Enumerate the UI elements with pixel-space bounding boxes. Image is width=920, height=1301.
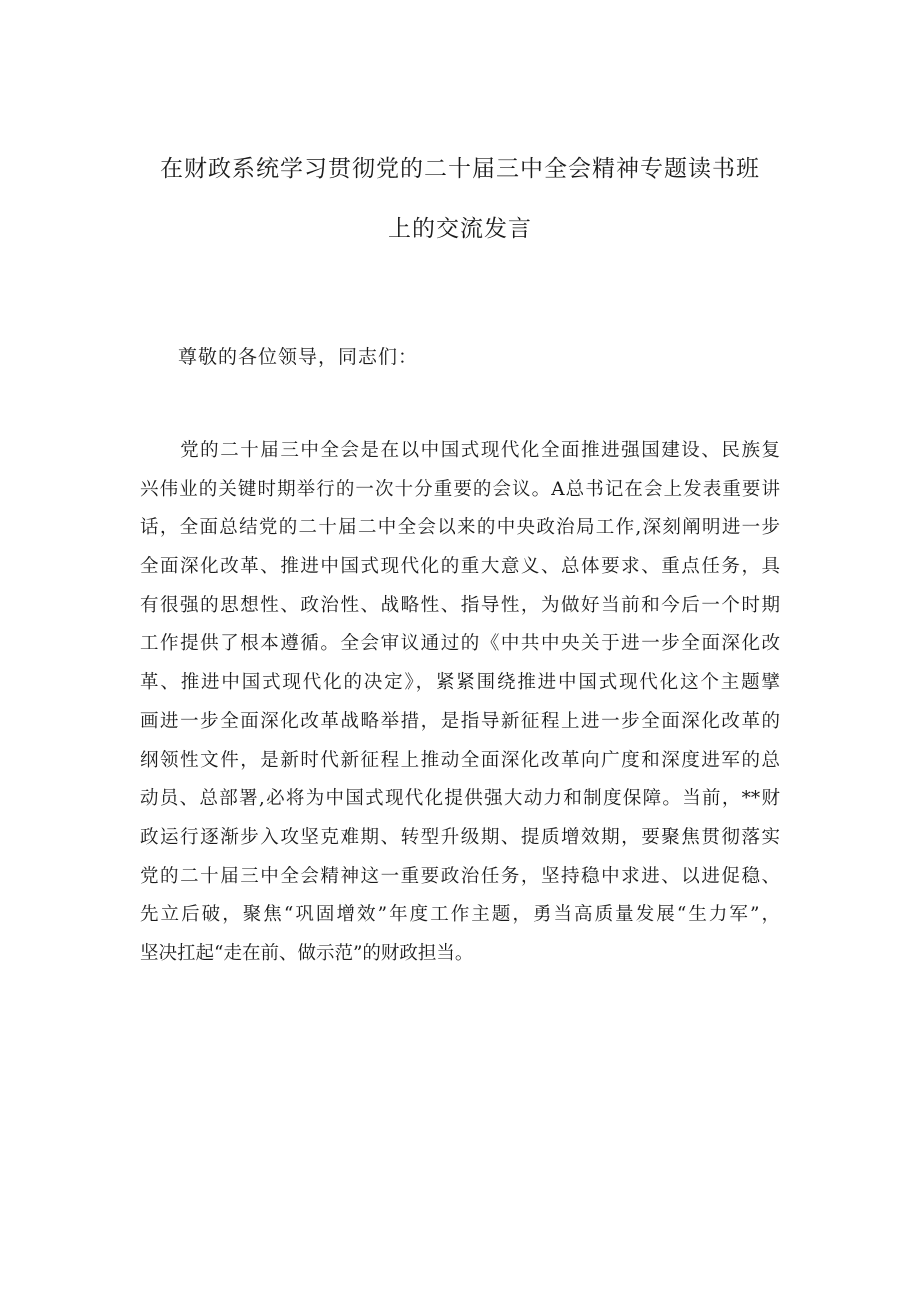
paragraph-line: 坚决扛起“走在前、做示范”的财政担当。 — [140, 942, 474, 964]
document-title-line-1: 在财政系统学习贯彻党的二十届三中全会精神专题读书班 — [160, 156, 760, 182]
paragraph-line: 工作提供了根本遵循。全会审议通过的《中共中央关于进一步全面深化改 — [140, 633, 780, 655]
paragraph-line: 话，全面总结党的二十届二中全会以来的中央政治局工作,深刻阐明进一步 — [140, 517, 780, 539]
paragraph-line: 全面深化改革、推进中国式现代化的重大意义、总体要求、重点任务，具 — [140, 556, 780, 578]
paragraph-line: 先立后破，聚焦“巩固增效”年度工作主题，勇当高质量发展“生力军”， — [140, 904, 780, 926]
paragraph-line: 党的二十届三中全会是在以中国式现代化全面推进强国建设、民族复 — [140, 440, 780, 461]
paragraph-line: 党的二十届三中全会精神这一重要政治任务，坚持稳中求进、以进促稳、 — [140, 865, 780, 887]
body-paragraph — [140, 432, 780, 974]
salutation: 尊敬的各位领导，同志们： — [178, 346, 419, 368]
paragraph-line: 政运行逐渐步入攻坚克难期、转型升级期、提质增效期，要聚焦贯彻落实 — [140, 826, 780, 848]
paragraph-line: 画进一步全面深化改革战略举措，是指导新征程上进一步全面深化改革的 — [140, 710, 780, 732]
paragraph-line: 兴伟业的关键时期举行的一次十分重要的会议。A总书记在会上发表重要讲 — [140, 478, 780, 500]
paragraph-line: 纲领性文件，是新时代新征程上推动全面深化改革向广度和深度进军的总 — [140, 749, 780, 771]
paragraph-line: 有很强的思想性、政治性、战略性、指导性，为做好当前和今后一个时期 — [140, 594, 780, 616]
paragraph-line: 革、推进中国式现代化的决定》，紧紧围绕推进中国式现代化这个主题擘 — [140, 672, 780, 694]
paragraph-line: 动员、总部署,必将为中国式现代化提供强大动力和制度保障。当前，**财 — [140, 788, 780, 810]
document-title-line-2: 上的交流发言 — [388, 216, 532, 242]
